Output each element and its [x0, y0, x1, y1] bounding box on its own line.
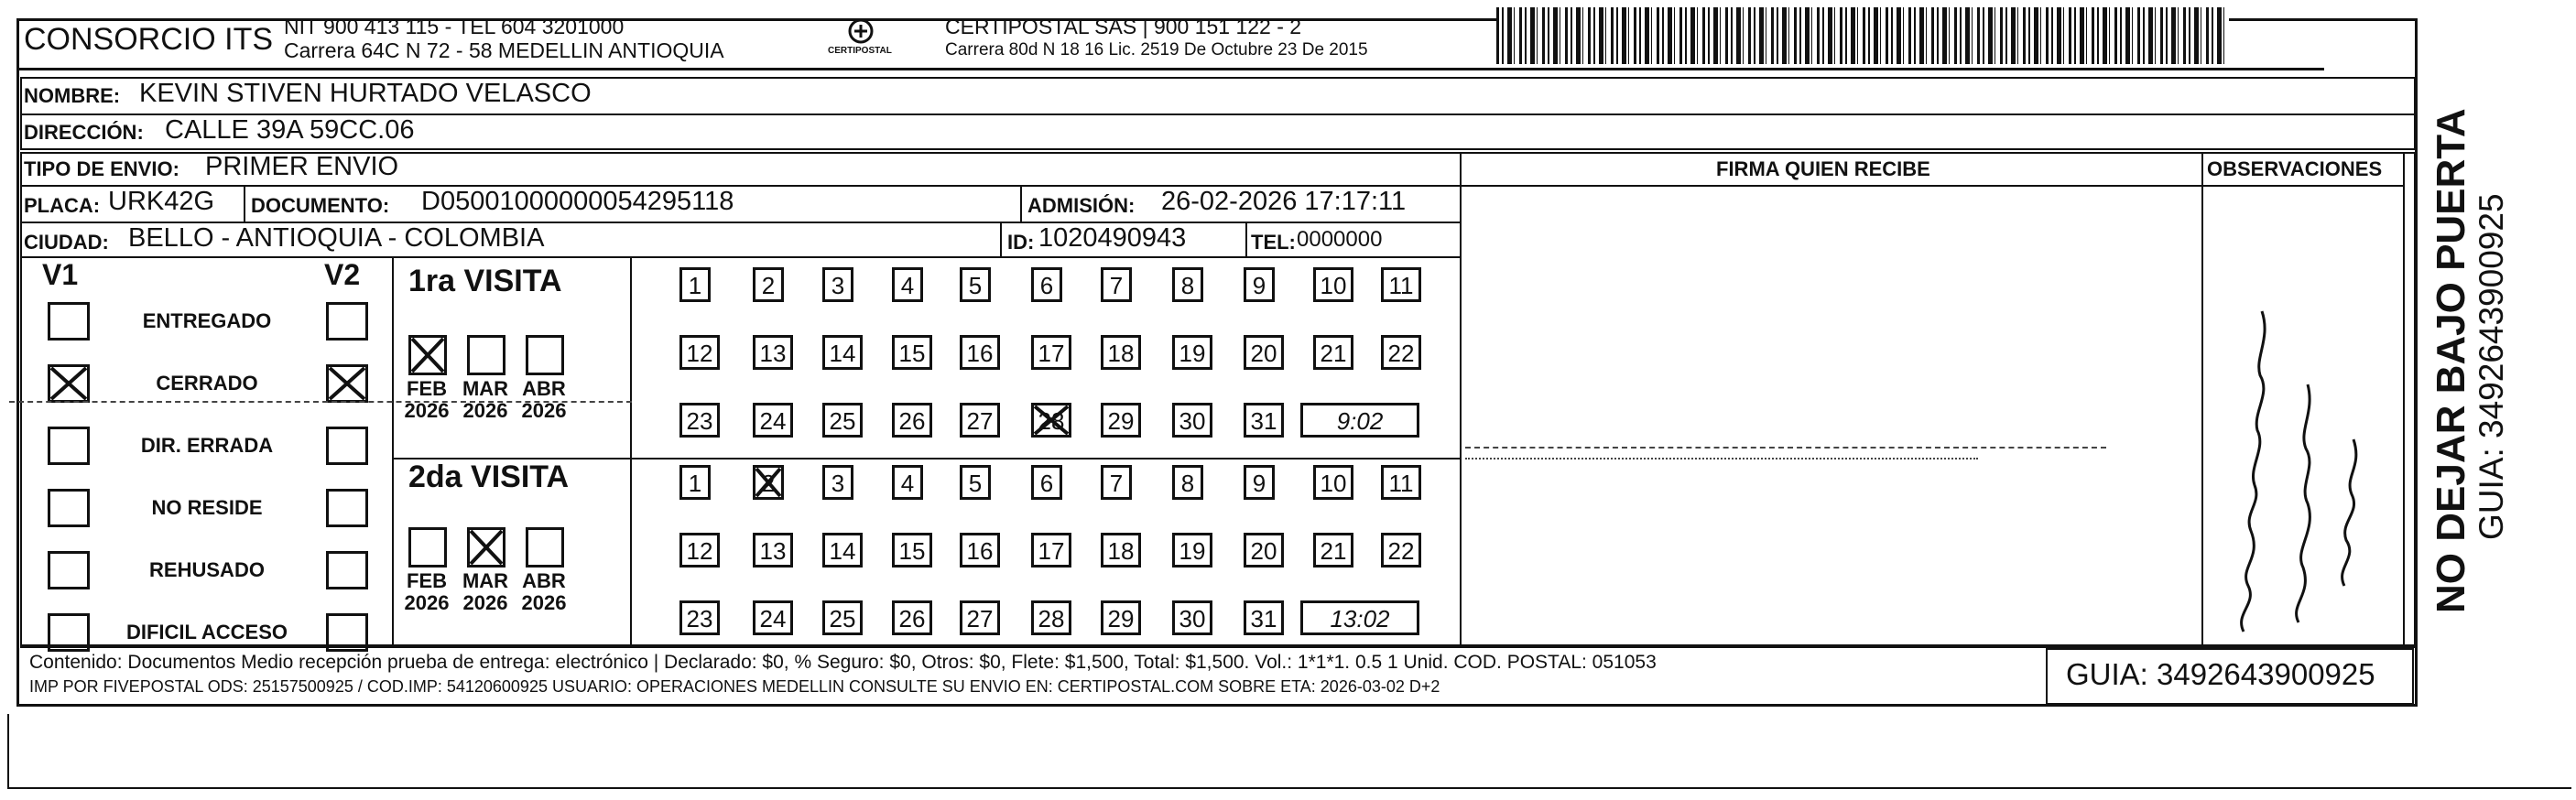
status-v2-checkbox[interactable] [326, 302, 368, 341]
day-box[interactable]: 17 [1031, 533, 1071, 568]
day-box[interactable]: 23 [679, 403, 720, 438]
day-box[interactable]: 20 [1244, 335, 1284, 370]
month-year: 2026 [521, 399, 567, 422]
day-box[interactable]: 1 [679, 267, 711, 302]
day-box[interactable]: 6 [1031, 267, 1062, 302]
header-divider [16, 68, 2324, 70]
day-box[interactable]: 15 [892, 335, 932, 370]
left-edge-line [7, 714, 9, 787]
day-box[interactable]: 20 [1244, 533, 1284, 568]
day-box[interactable]: 11 [1381, 465, 1421, 500]
day-box[interactable]: 2 [753, 267, 784, 302]
documento-value: D05001000000054295118 [421, 187, 734, 216]
day-box[interactable]: 21 [1313, 533, 1353, 568]
status-v1-checkbox[interactable] [48, 551, 90, 589]
day-box[interactable]: 10 [1313, 267, 1353, 302]
visit1-title: 1ra VISITA [408, 264, 562, 298]
month-label: MAR [462, 377, 509, 400]
placa-value: URK42G [108, 187, 215, 216]
day-box[interactable]: 7 [1101, 465, 1132, 500]
day-check-mark [1031, 403, 1071, 438]
status-divider [392, 256, 394, 646]
day-box[interactable]: 21 [1313, 335, 1353, 370]
tel-value: 0000000 [1297, 227, 1383, 252]
day-box[interactable]: 29 [1101, 600, 1141, 635]
side-text-2: GUIA: 3492643900925 [2473, 193, 2510, 540]
month-label: MAR [462, 569, 509, 592]
visit2-title: 2da VISITA [408, 459, 570, 494]
day-box[interactable]: 31 [1244, 600, 1284, 635]
signature-dashed-line-right [1465, 447, 2106, 449]
day-box[interactable]: 24 [753, 600, 793, 635]
day-box[interactable]: 19 [1172, 335, 1212, 370]
day-box[interactable]: 9 [1244, 465, 1275, 500]
month-label: ABR [522, 569, 566, 592]
day-box[interactable]: 2 [753, 465, 784, 500]
month-label: FEB [407, 377, 447, 400]
id-label: ID: [1007, 231, 1035, 254]
month-checkbox[interactable] [408, 527, 447, 568]
col-obs-right [2403, 152, 2405, 646]
ciudad-label: CIUDAD: [24, 231, 109, 254]
day-box[interactable]: 23 [679, 600, 720, 635]
day-box[interactable]: 25 [822, 600, 863, 635]
side-text-1: NO DEJAR BAJO PUERTA [2429, 108, 2473, 613]
day-box[interactable]: 24 [753, 403, 793, 438]
visit-time: 13:02 [1300, 600, 1419, 635]
tipo-label: TIPO DE ENVIO: [24, 157, 179, 180]
day-box[interactable]: 30 [1172, 600, 1212, 635]
day-box[interactable]: 4 [892, 465, 923, 500]
day-box[interactable]: 4 [892, 267, 923, 302]
day-box[interactable]: 5 [960, 267, 991, 302]
month-check-mark [467, 527, 505, 568]
day-box[interactable]: 31 [1244, 403, 1284, 438]
day-box[interactable]: 30 [1172, 403, 1212, 438]
admision-label: ADMISIÓN: [1027, 194, 1136, 217]
day-box[interactable]: 15 [892, 533, 932, 568]
id-divider [1000, 222, 1002, 256]
visit-time: 9:02 [1300, 403, 1419, 438]
day-box[interactable]: 16 [960, 335, 1000, 370]
tel-divider [1245, 222, 1247, 256]
status-label: REHUSADO [149, 558, 265, 581]
month-checkbox[interactable] [526, 527, 564, 568]
col-firma-left [1460, 152, 1462, 646]
month-year: 2026 [521, 591, 567, 614]
day-box[interactable]: 28 [1031, 600, 1071, 635]
day-box[interactable]: 28 [1031, 403, 1071, 438]
month-checkbox[interactable] [526, 335, 564, 375]
company-name: CONSORCIO ITS [24, 22, 274, 57]
row-line-4 [20, 256, 1462, 258]
day-box[interactable]: 7 [1101, 267, 1132, 302]
logo-text: CERTIPOSTAL [828, 46, 892, 56]
day-box[interactable]: 26 [892, 600, 932, 635]
id-value: 1020490943 [1038, 223, 1187, 253]
day-box[interactable]: 10 [1313, 465, 1353, 500]
nombre-label: NOMBRE: [24, 84, 121, 107]
status-v2-check-mark [326, 364, 368, 403]
company-line-2: Carrera 64C N 72 - 58 MEDELLIN ANTIOQUIA [284, 38, 724, 62]
day-box[interactable]: 13 [753, 335, 793, 370]
company-line-1: NIT 900 413 115 - TEL 604 3201000 [284, 15, 625, 38]
carrier-line-1: CERTIPOSTAL SAS | 900 151 122 - 2 [945, 15, 1302, 38]
status-label: DIFICIL ACCESO [125, 621, 288, 643]
admision-divider [1020, 185, 1022, 222]
day-box[interactable]: 17 [1031, 335, 1071, 370]
observaciones-handwriting [2207, 256, 2399, 641]
day-box[interactable]: 26 [892, 403, 932, 438]
status-v2-checkbox[interactable] [326, 489, 368, 527]
status-label: CERRADO [156, 372, 258, 395]
month-label: FEB [407, 569, 447, 592]
day-box[interactable]: 18 [1101, 533, 1141, 568]
day-box[interactable]: 9 [1244, 267, 1275, 302]
day-box[interactable]: 18 [1101, 335, 1141, 370]
day-box[interactable]: 3 [822, 465, 853, 500]
nombre-value: KEVIN STIVEN HURTADO VELASCO [139, 79, 592, 108]
day-box[interactable]: 22 [1381, 533, 1421, 568]
tipo-value: PRIMER ENVIO [205, 152, 399, 181]
status-label: NO RESIDE [151, 496, 263, 519]
signature-dashed-line-left [9, 401, 632, 403]
col-obs-left [2201, 152, 2203, 646]
day-box[interactable]: 1 [679, 465, 711, 500]
placa-label: PLACA: [24, 194, 101, 217]
status-label: DIR. ERRADA [140, 434, 274, 457]
documento-label: DOCUMENTO: [251, 194, 390, 217]
day-box[interactable]: 13 [753, 533, 793, 568]
firma-label: FIRMA QUIEN RECIBE [1716, 157, 1930, 180]
tel-label: TEL: [1251, 231, 1296, 254]
day-box[interactable]: 27 [960, 600, 1000, 635]
day-box[interactable]: 6 [1031, 465, 1062, 500]
day-box[interactable]: 8 [1172, 267, 1203, 302]
ciudad-value: BELLO - ANTIOQUIA - COLOMBIA [128, 223, 545, 253]
status-v2-checkbox[interactable] [326, 427, 368, 465]
day-check-mark [753, 465, 784, 500]
signature-dashed-line-right-2 [1465, 458, 1978, 459]
visit-divider [630, 256, 632, 646]
direccion-label: DIRECCIÓN: [24, 121, 144, 144]
day-box[interactable]: 19 [1172, 533, 1212, 568]
day-box[interactable]: 11 [1381, 267, 1421, 302]
footer-line-2: IMP POR FIVEPOSTAL ODS: 25157500925 / COD.IMP: 54120600925 USUARIO: OPERACIONES MEDELLIN CONSULTE SU ENVIO EN: CERTIPOSTAL.COM SOBRE ETA: 2026-03-02 D+2 [29, 677, 1440, 696]
observaciones-text: Puerta negra / Portón arriba / y casa [2207, 256, 2223, 257]
month-checkbox[interactable] [467, 335, 505, 375]
direccion-value: CALLE 39A 59CC.06 [165, 115, 415, 145]
month-year: 2026 [462, 399, 508, 422]
month-year: 2026 [404, 399, 450, 422]
v2-label: V2 [324, 258, 361, 291]
observaciones-label: OBSERVACIONES [2207, 157, 2383, 180]
day-box[interactable]: 12 [679, 533, 720, 568]
day-box[interactable]: 29 [1101, 403, 1141, 438]
guia-box-text: GUIA: 3492643900925 [2066, 657, 2375, 691]
month-check-mark [408, 335, 447, 375]
status-v1-checkbox[interactable] [48, 302, 90, 341]
day-box[interactable]: 27 [960, 403, 1000, 438]
barcode [1496, 7, 2229, 64]
status-v2-checkbox[interactable] [326, 551, 368, 589]
day-box[interactable]: 14 [822, 335, 863, 370]
day-box[interactable]: 16 [960, 533, 1000, 568]
certipostal-logo [824, 16, 897, 62]
bottom-edge-line [7, 787, 2571, 789]
day-box[interactable]: 5 [960, 465, 991, 500]
v1-label: V1 [42, 258, 79, 291]
carrier-line-2: Carrera 80d N 18 16 Lic. 2519 De Octubre 23 De 2015 [945, 40, 1368, 59]
month-year: 2026 [462, 591, 508, 614]
placa-divider [244, 185, 245, 222]
day-box[interactable]: 14 [822, 533, 863, 568]
day-box[interactable]: 8 [1172, 465, 1203, 500]
month-year: 2026 [404, 591, 450, 614]
day-box[interactable]: 12 [679, 335, 720, 370]
footer-line-1: Contenido: Documentos Medio recepción prueba de entrega: electrónico | Declarado: $0, % Seguro: $0, Otros: $0, Flete: $1,500, Total: $1,500. Vol.: 1*1*1. 0.5 1 Unid. COD. POSTAL: 051053 [29, 652, 1657, 673]
admision-value: 26-02-2026 17:17:11 [1161, 187, 1407, 216]
day-box[interactable]: 25 [822, 403, 863, 438]
status-v1-checkbox[interactable] [48, 427, 90, 465]
day-box[interactable]: 3 [822, 267, 853, 302]
status-label: ENTREGADO [142, 309, 272, 332]
month-label: ABR [522, 377, 566, 400]
day-box[interactable]: 22 [1381, 335, 1421, 370]
status-v1-check-mark [48, 364, 90, 403]
status-v1-checkbox[interactable] [48, 489, 90, 527]
